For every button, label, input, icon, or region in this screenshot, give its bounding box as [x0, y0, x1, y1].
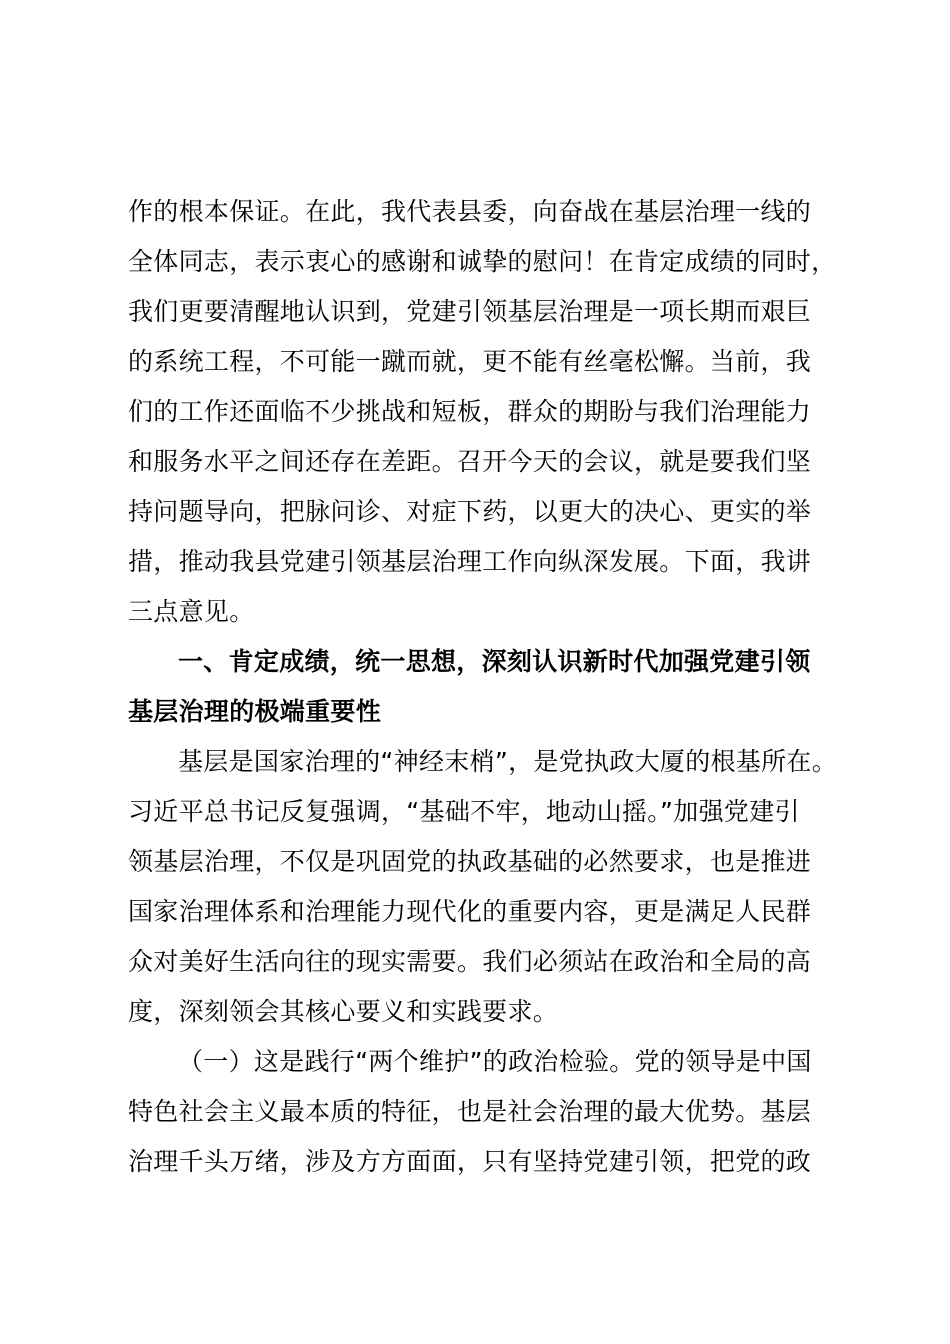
subsection-line: （一）这是践行“两个维护”的政治检验。党的领导是中国: [178, 1047, 812, 1076]
text-line: 们的工作还面临不少挑战和短板，群众的期盼与我们治理能力: [128, 397, 812, 426]
text-line: 特色社会主义最本质的特征，也是社会治理的最大优势。基层: [128, 1097, 812, 1126]
text-line: 治理千头万绪，涉及方方面面，只有坚持党建引领，把党的政: [128, 1147, 812, 1176]
text-line: 的系统工程，不可能一蹴而就，更不能有丝毫松懈。当前，我: [128, 347, 812, 376]
text-line: 和服务水平之间还存在差距。召开今天的会议，就是要我们坚: [128, 447, 812, 476]
text-line: 领基层治理，不仅是巩固党的执政基础的必然要求，也是推进: [128, 847, 812, 876]
text-line: 全体同志，表示衷心的感谢和诚挚的慰问！在肯定成绩的同时，: [128, 247, 837, 276]
text-line: 三点意见。: [128, 597, 255, 626]
text-line: 众对美好生活向往的现实需要。我们必须站在政治和全局的高: [128, 947, 812, 976]
text-line: 措，推动我县党建引领基层治理工作向纵深发展。下面，我讲: [128, 547, 812, 576]
text-line: 度，深刻领会其核心要义和实践要求。: [128, 997, 559, 1026]
text-line: 国家治理体系和治理能力现代化的重要内容，更是满足人民群: [128, 897, 812, 926]
text-line: 我们更要清醒地认识到，党建引领基层治理是一项长期而艰巨: [128, 297, 812, 326]
section-heading-continued: 基层治理的极端重要性: [128, 697, 382, 726]
text-line: 作的根本保证。在此，我代表县委，向奋战在基层治理一线的: [128, 197, 812, 226]
text-line: 习近平总书记反复强调，“基础不牢，地动山摇。”加强党建引: [128, 797, 800, 826]
text-line: 基层是国家治理的“神经末梢”，是党执政大厦的根基所在。: [178, 747, 838, 776]
text-line: 持问题导向，把脉问诊、对症下药，以更大的决心、更实的举: [128, 497, 812, 526]
section-heading: 一、肯定成绩，统一思想，深刻认识新时代加强党建引领: [178, 647, 811, 676]
